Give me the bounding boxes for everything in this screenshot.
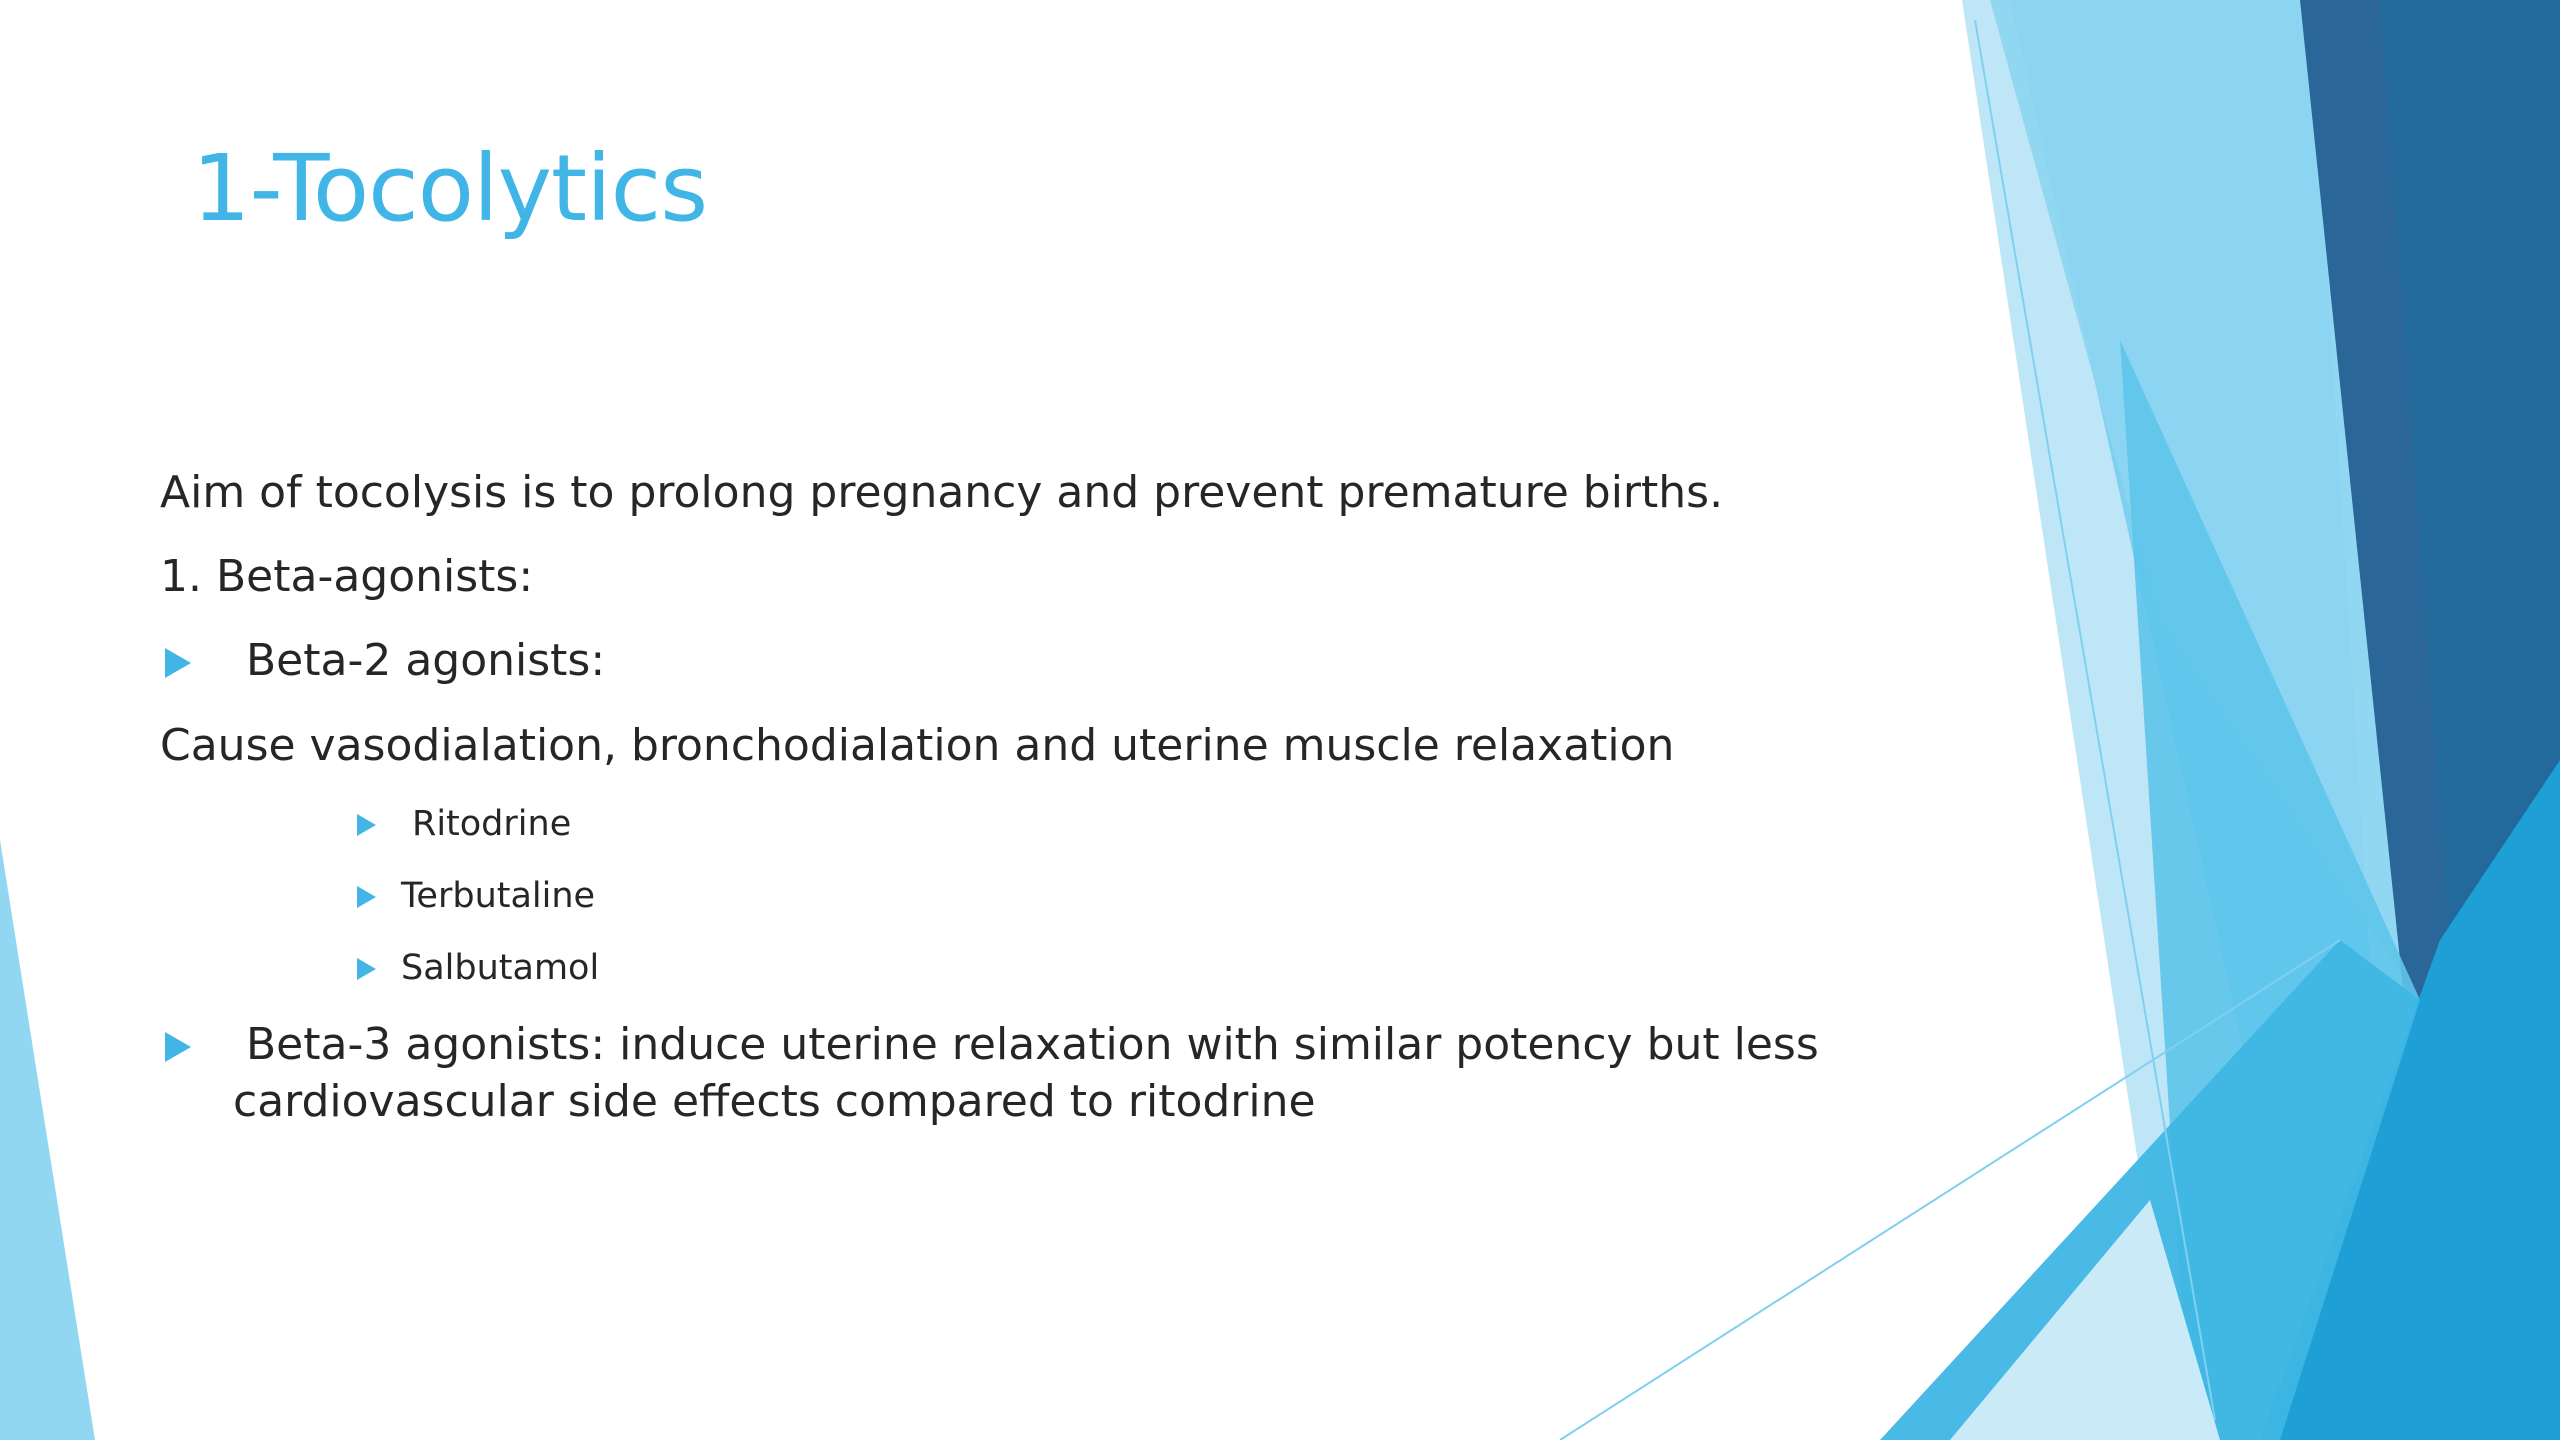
aim-text: Aim of tocolysis is to prolong pregnancy and prevent premature births. [160, 467, 1724, 518]
bullet-arrow-icon [357, 814, 376, 836]
bullet-arrow-icon [165, 648, 191, 678]
drug-item-terbutaline: Terbutaline [401, 876, 596, 916]
beta2-effect-text: Cause vasodialation, bronchodialation and uterine muscle relaxation [160, 720, 1675, 771]
slide-title: 1-Tocolytics [192, 135, 708, 242]
beta3-text-line1: Beta-3 agonists: induce uterine relaxation with similar potency but less [246, 1019, 1819, 1070]
beta2-heading: Beta-2 agonists: [246, 635, 606, 686]
bullet-arrow-icon [165, 1032, 191, 1062]
drug-item-salbutamol: Salbutamol [401, 948, 600, 988]
drug-item-ritodrine: Ritodrine [412, 804, 572, 844]
left-edge-sliver [0, 840, 95, 1440]
bullet-arrow-icon [357, 886, 376, 908]
section-beta-agonists: 1. Beta-agonists: [160, 551, 534, 602]
bullet-arrow-icon [357, 958, 376, 980]
beta3-text-line2: cardiovascular side effects compared to ritodrine [233, 1076, 1316, 1127]
